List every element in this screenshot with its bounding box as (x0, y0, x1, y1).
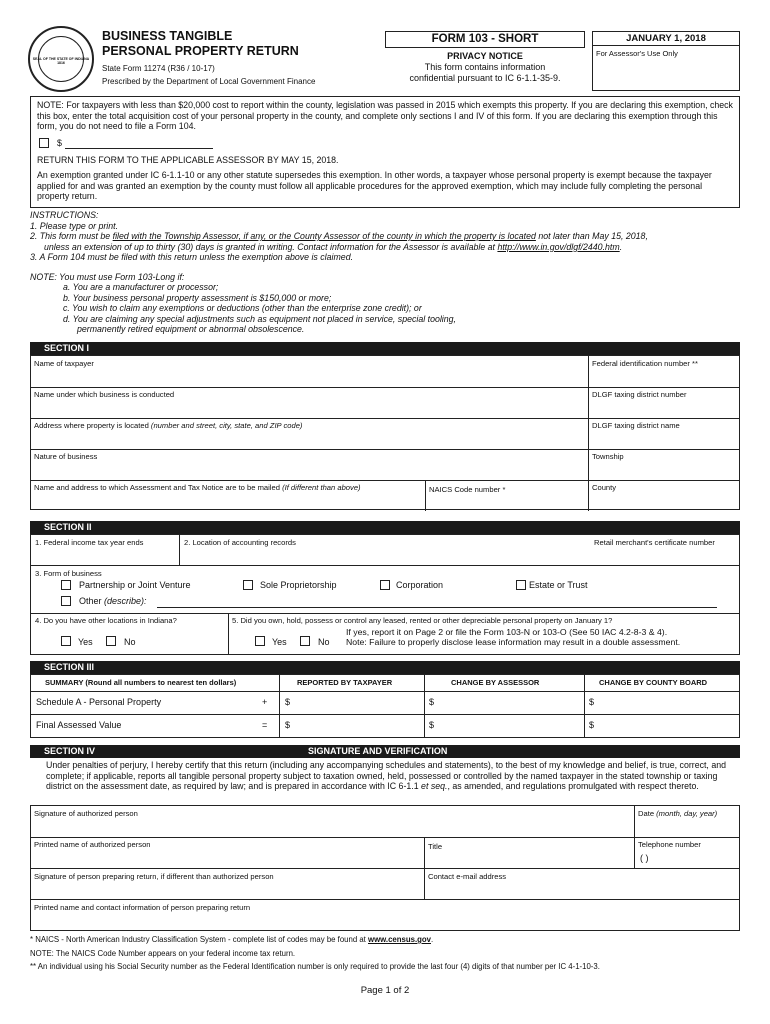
long-form-note-a: a. You are a manufacturer or processor; (63, 282, 219, 292)
property-address-hint: (number and street, city, state, and ZIP code) (150, 421, 303, 430)
privacy-line-2: confidential pursuant to IC 6-1.1-35-9. (409, 73, 561, 83)
prescribed-by: Prescribed by the Department of Local Government Finance (102, 77, 316, 86)
nature-of-business-label: Nature of business (34, 452, 98, 461)
exemption-checkbox[interactable] (39, 138, 49, 148)
mailing-address-hint: (If different than above) (282, 483, 361, 492)
state-seal (28, 26, 94, 92)
dollar-sign: $ (285, 720, 291, 730)
section-4-subtitle: SIGNATURE AND VERIFICATION (308, 746, 448, 756)
other-locations-no-label: No (124, 637, 136, 647)
telephone-label: Telephone number (638, 840, 701, 849)
instruction-1: 1. Please type or print. (30, 220, 119, 231)
retail-certificate-label: Retail merchant's certificate number (594, 538, 715, 547)
mailing-address-label: Name and address to which Assessment and Tax Notice are to be mailed (34, 483, 283, 492)
privacy-line-1: This form contains information (424, 62, 546, 72)
exemption-dollar-sign: $ (57, 137, 62, 148)
nature-of-business-field[interactable] (34, 452, 586, 479)
exemption-supersede-text: An exemption granted under IC 6-1.1-10 or any other statute supersedes this exemption. In other words, a taxpayer whose personal property is exempt because the taxpayer applied for and was granted an exemption by the county must follow all applicable procedures for the approved exemption, which may include fully completing the personal property return. (37, 170, 712, 201)
instruction-2-period: . (619, 241, 623, 252)
schedule-a-label: Schedule A - Personal Property (36, 697, 162, 707)
other-locations-no-checkbox[interactable] (106, 636, 116, 646)
telephone-area-code: ( ) (640, 853, 649, 863)
dollar-sign: $ (429, 720, 435, 730)
other-checkbox[interactable] (61, 596, 71, 606)
leased-no-label: No (318, 637, 330, 647)
assessor-info-link[interactable]: http://www.in.gov/dlgf/2440.htm (497, 241, 620, 252)
title-field[interactable] (428, 842, 631, 867)
section-3-header: SECTION III (30, 661, 740, 674)
other-locations-yes-label: Yes (78, 637, 93, 647)
authorized-signature-label: Signature of authorized person (34, 809, 138, 818)
property-address-field[interactable] (34, 421, 586, 448)
form-name: FORM 103 - SHORT (385, 31, 585, 48)
instruction-3: 3. A Form 104 must be filed with this return unless the exemption above is claimed. (30, 252, 354, 262)
signature-date-hint: (month, day, year) (656, 809, 718, 818)
section-4-grid (30, 805, 740, 931)
final-value-equals: = (262, 720, 268, 730)
other-locations-yes-checkbox[interactable] (61, 636, 71, 646)
dollar-sign: $ (589, 697, 595, 707)
corporation-label: Corporation (396, 580, 444, 590)
leased-yes-label: Yes (272, 637, 287, 647)
final-value-taxpayer-field[interactable] (285, 720, 419, 730)
other-locations-question: 4. Do you have other locations in Indiana? (35, 616, 177, 625)
telephone-field[interactable] (638, 840, 738, 867)
ssn-footnote: ** An individual using his Social Security number as the Federal Identification number is only required to provide the last four (4) digits of that number per IC 4-1-10-3. (30, 962, 600, 971)
mailing-address-field[interactable] (34, 483, 422, 510)
accounting-records-field[interactable] (184, 538, 584, 563)
instructions (30, 210, 740, 335)
naics-code-label: NAICS Code number * (429, 485, 506, 494)
perjury-et-seq: et seq. (421, 781, 448, 791)
naics-footnote (30, 935, 433, 944)
business-name-field[interactable] (34, 390, 586, 417)
final-value-assessor-field[interactable] (429, 720, 579, 730)
instruction-2-deadline: not later than May 15, 2018, (535, 231, 648, 241)
change-by-assessor-header: CHANGE BY ASSESSOR (451, 678, 540, 687)
tax-year-label: 1. Federal income tax year ends (35, 538, 144, 547)
corporation-checkbox[interactable] (380, 580, 390, 590)
preparer-info-field[interactable] (34, 903, 737, 929)
title-line-1: BUSINESS TANGIBLE (102, 29, 233, 43)
section-4-header (30, 745, 740, 758)
dollar-sign: $ (285, 697, 291, 707)
long-form-note-d-cont: permanently retired equipment or abnormal obsolescence. (77, 324, 305, 334)
instruction-2-extension: unless an extension of up to thirty (30) days is granted in writing. Contact information for the Assessor is available at (44, 241, 498, 252)
retail-certificate-field[interactable] (594, 538, 737, 563)
leased-yes-checkbox[interactable] (255, 636, 265, 646)
long-form-note-heading: NOTE: You must use Form 103-Long if: (30, 271, 185, 282)
dlgf-number-field[interactable] (592, 390, 737, 417)
change-by-county-header: CHANGE BY COUNTY BOARD (599, 678, 708, 687)
return-deadline: RETURN THIS FORM TO THE APPLICABLE ASSESSOR BY MAY 15, 2018. (37, 154, 339, 165)
estate-trust-checkbox[interactable] (516, 580, 526, 590)
preparer-signature-field[interactable] (34, 872, 421, 898)
estate-trust-label: Estate or Trust (529, 580, 588, 590)
perjury-text: Under penalties of perjury, I hereby certify that this return (including any accompanying schedules and statements), to the best of my knowledge and belief, is true, correct, and complete; if applicable, reports all tangible personal property subject to taxation owned, held, possessed or controlled by the named taxpayer in the stated township or taxing district on the assessment date, as required by law; and is prepared in accordance with IC 6-1.1 (46, 760, 727, 791)
dlgf-name-label: DLGF taxing district name (592, 421, 680, 430)
dollar-sign: $ (589, 720, 595, 730)
leased-report-instruction: If yes, report it on Page 2 or file the Form 103-N or 103-O (See 50 IAC 4.2-8-3 & 4). (346, 627, 668, 637)
instruction-2 (30, 231, 740, 242)
naics-code-field[interactable] (429, 485, 585, 510)
contact-email-field[interactable] (428, 872, 736, 898)
signature-date-label: Date (638, 809, 657, 818)
census-link[interactable]: www.census.gov (368, 935, 431, 944)
assessor-use-label: For Assessor's Use Only (596, 49, 678, 58)
final-value-county-field[interactable] (589, 720, 734, 730)
privacy-title: PRIVACY NOTICE (447, 51, 523, 61)
instructions-heading: INSTRUCTIONS: (30, 210, 99, 220)
schedule-a-county-field[interactable] (589, 697, 734, 707)
business-name-label: Name under which business is conducted (34, 390, 175, 399)
property-address-label: Address where property is located (34, 421, 151, 430)
preparer-info-label: Printed name and contact information of person preparing return (34, 903, 251, 912)
signature-date-field[interactable] (638, 809, 738, 836)
title-label: Title (428, 842, 443, 851)
schedule-a-plus: + (262, 697, 268, 707)
section-2-header: SECTION II (30, 521, 740, 534)
naics-footnote-text: * NAICS - North American Industry Classification System - complete list of codes may be found at (30, 935, 368, 944)
other-hint: (describe): (104, 596, 147, 606)
authorized-name-label: Printed name of authorized person (34, 840, 151, 849)
tax-year-field[interactable] (35, 538, 175, 563)
perjury-text-end: , as amended, and regulations promulgated with respect thereto. (447, 781, 699, 791)
taxpayer-name-label: Name of taxpayer (34, 359, 94, 368)
instruction-2-underlined: filed with the Township Assessor, if any, or the County Assessor of the county in which the property is located (112, 231, 536, 241)
section-2-grid (30, 534, 740, 655)
form-of-business-label: 3. Form of business (35, 569, 102, 578)
other-describe-field[interactable] (157, 607, 717, 608)
township-label: Township (592, 452, 624, 461)
instruction-2-cont (30, 242, 740, 253)
authorized-name-field[interactable] (34, 840, 421, 867)
leased-property-question: 5. Did you own, hold, possess or control any leased, rented or other depreciable personal property on January 1? (232, 616, 613, 625)
partnership-label: Partnership or Joint Venture (79, 580, 191, 590)
accounting-records-label: 2. Location of accounting records (184, 538, 296, 547)
schedule-a-taxpayer-field[interactable] (285, 697, 419, 707)
leased-disclosure-note: Note: Failure to properly disclose lease information may result in a double assessment. (346, 637, 681, 647)
section-4-title: SECTION IV (44, 746, 96, 756)
dollar-sign: $ (429, 697, 435, 707)
leased-no-checkbox[interactable] (300, 636, 310, 646)
perjury-statement (46, 760, 726, 792)
township-field[interactable] (592, 452, 737, 479)
taxpayer-name-field[interactable] (34, 359, 586, 386)
seal-text: SEAL OF THE STATE OF INDIANA 1816 (32, 57, 90, 65)
county-field[interactable] (592, 483, 737, 510)
other-text: Other (79, 596, 105, 606)
section-1-header: SECTION I (30, 342, 740, 355)
contact-email-label: Contact e-mail address (428, 872, 507, 881)
final-value-label: Final Assessed Value (36, 720, 122, 730)
dlgf-name-field[interactable] (592, 421, 737, 448)
naics-footnote-period: . (430, 935, 434, 944)
sole-proprietorship-checkbox[interactable] (243, 580, 253, 590)
form-title (102, 29, 372, 59)
exemption-note-text: NOTE: For taxpayers with less than $20,000 cost to report within the county, legislation was passed in 2015 which exempts this property. If you are declaring this exemption, check this box, enter the total acquisition cost of your personal property in the county, and complete only sections I and IV of this form. If you are declaring this exemption through this form, you do not need to file a Form 104. (37, 100, 733, 131)
preparer-signature-label: Signature of person preparing return, if different than authorized person (34, 872, 274, 881)
dlgf-number-label: DLGF taxing district number (592, 390, 687, 399)
title-line-2: PERSONAL PROPERTY RETURN (102, 44, 299, 58)
federal-id-field[interactable] (592, 359, 737, 386)
state-form-number: State Form 11274 (R36 / 10-17) (102, 64, 215, 73)
summary-header-text: SUMMARY (Round all numbers to nearest ten dollars) (45, 678, 237, 687)
section-3-grid (30, 674, 740, 738)
other-label (79, 596, 147, 606)
privacy-notice (385, 51, 585, 84)
tax-date: JANUARY 1, 2018 (593, 32, 739, 46)
schedule-a-assessor-field[interactable] (429, 697, 579, 707)
section-1-grid (30, 355, 740, 510)
summary-header (45, 678, 236, 687)
instruction-2-start: 2. This form must be (30, 231, 113, 241)
exemption-amount-field[interactable] (65, 148, 213, 149)
long-form-note-c: c. You wish to claim any exemptions or deductions (other than the enterprise zone credit); or (63, 303, 422, 313)
long-form-note-d: d. You are claiming any special adjustments such as equipment not placed in service, special tooling, (63, 313, 456, 324)
exemption-note-box (30, 96, 740, 208)
page-number: Page 1 of 2 (360, 985, 410, 996)
federal-id-label: Federal identification number ** (592, 359, 698, 368)
long-form-note-b: b. Your business personal property assessment is $150,000 or more; (63, 292, 332, 303)
partnership-checkbox[interactable] (61, 580, 71, 590)
authorized-signature-field[interactable] (34, 809, 631, 836)
county-label: County (592, 483, 617, 492)
sole-proprietorship-label: Sole Proprietorship (260, 580, 337, 590)
reported-by-taxpayer-header: REPORTED BY TAXPAYER (297, 678, 393, 687)
naics-tax-return-note: NOTE: The NAICS Code Number appears on your federal income tax return. (30, 949, 296, 958)
assessor-use-box (592, 31, 740, 91)
